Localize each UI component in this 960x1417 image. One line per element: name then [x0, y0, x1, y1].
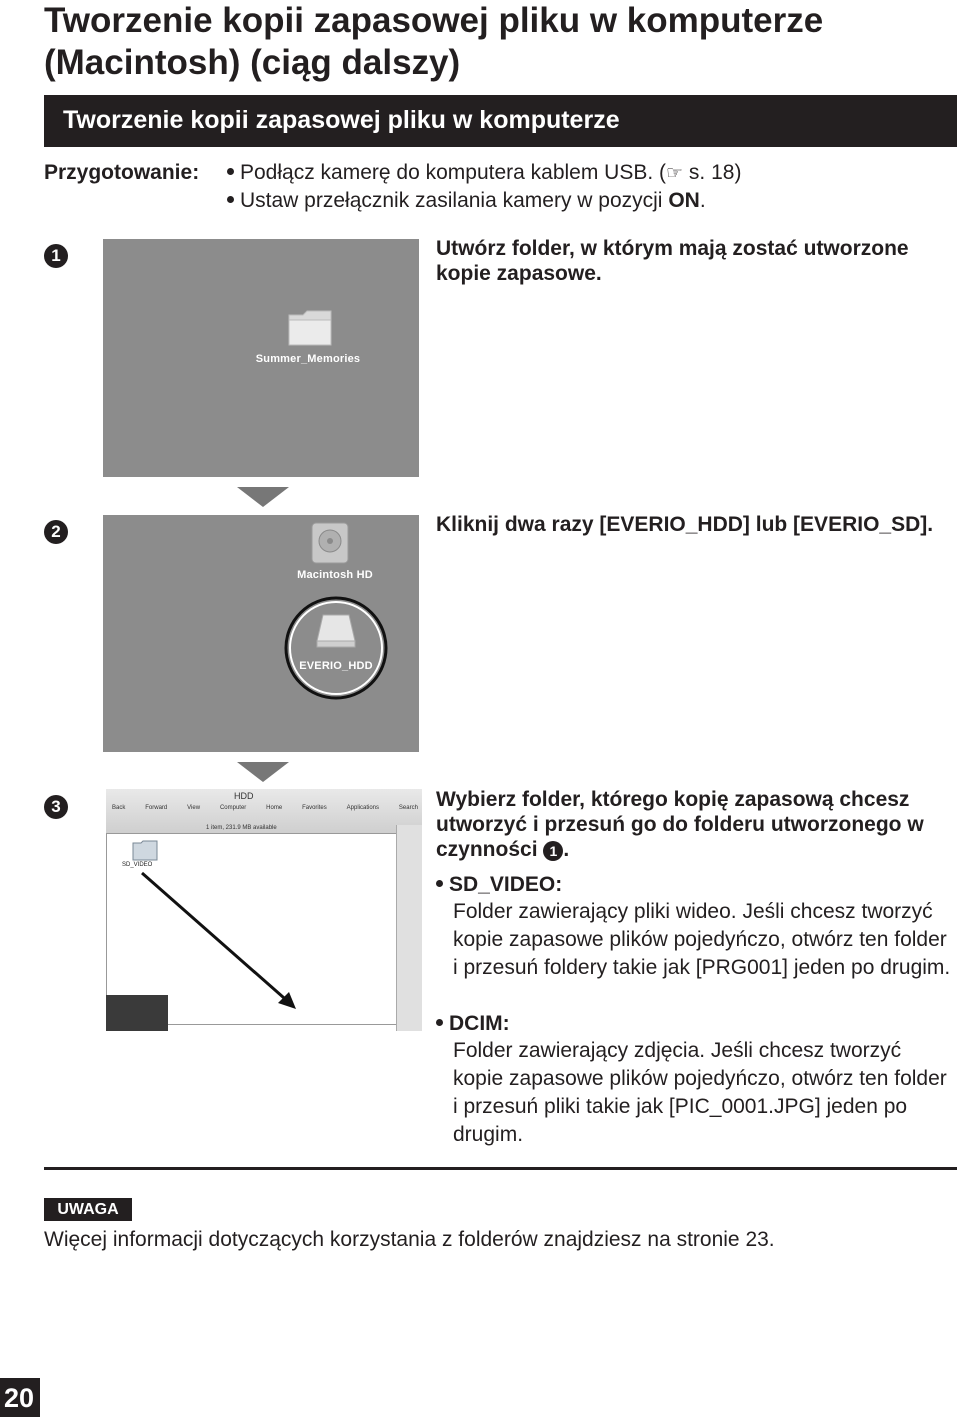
step-number-1: 1 [44, 244, 68, 268]
toolbar-back[interactable]: Back [112, 805, 126, 811]
step-2-text: Kliknij dwa razy [EVERIO_HDD] lub [EVERIO_SD]. [436, 513, 934, 536]
toolbar-computer[interactable]: Computer [219, 805, 247, 811]
note-tag: UWAGA [44, 1198, 132, 1221]
preparation-label: Przygotowanie: [44, 161, 200, 184]
page-number: 20 [4, 1383, 35, 1413]
screenshot-desktop-folder [103, 239, 419, 477]
bullet-sd-video [436, 872, 562, 898]
bullet-sd-video-title: SD_VIDEO: [449, 873, 563, 896]
arrow-down-icon [237, 487, 289, 507]
everio-hdd-label: EVERIO_HDD [299, 660, 373, 672]
bullet-dcim-title: DCIM: [449, 1012, 510, 1035]
bullet-icon [227, 168, 234, 175]
toolbar-home[interactable]: Home [266, 805, 283, 811]
bullet-icon [436, 880, 443, 887]
hard-disk-icon [310, 521, 350, 565]
page-number-box [0, 1378, 40, 1417]
toolbar-search[interactable]: Search [398, 805, 418, 811]
toolbar-favorites[interactable]: Favorites [302, 805, 327, 811]
finder-window-title: HDD [234, 791, 254, 801]
step-3-text [436, 787, 936, 862]
preparation-item-1 [227, 160, 741, 187]
finder-status: 1 item, 231.9 MB available [206, 825, 277, 831]
toolbar-forward[interactable]: Forward [145, 805, 168, 811]
step-1-text: Utwórz folder, w którym mają zostać utworzone kopie zapasowe. [436, 237, 909, 285]
preparation-item-2-text: Ustaw przełącznik zasilania kamery w pozycji [240, 189, 669, 212]
page-reference: s. 18) [688, 161, 742, 184]
sd-video-folder-label: SD_VIDEO [122, 862, 153, 868]
drag-arrow-icon [106, 789, 422, 1031]
bullet-dcim-body: Folder zawierający zdjęcia. Jeśli chcesz tworzyć kopie zapasowe plików pojedyńczo, otwórz ten folder i przesuń pliki takie jak [PIC_0001.JPG] jeden po drugim. [453, 1039, 947, 1146]
folder-label: Summer_Memories [255, 353, 361, 365]
bullet-sd-video-body: Folder zawierający pliki wideo. Jeśli chcesz tworzyć kopie zapasowe plików pojedyńczo, otwórz ten folder i przesuń foldery takie jak [PRG001] jeden po drugim. [453, 900, 951, 979]
step-3-text-main: Wybierz folder, którego kopię zapasową chcesz utworzyć i przesuń go do folderu utworzonego w czynności [436, 788, 924, 861]
on-label: ON [668, 189, 700, 212]
page-title: Tworzenie kopii zapasowej pliku w komputerze (Macintosh) (ciąg dalszy) [44, 1, 824, 82]
arrow-down-icon [237, 762, 289, 782]
screenshot-desktop-disks [103, 515, 419, 752]
folder-icon [287, 307, 333, 347]
pointing-hand-icon: ☞ [666, 163, 684, 184]
step-number-3: 3 [44, 795, 68, 819]
preparation-item-2 [227, 188, 706, 214]
note-text: Więcej informacji dotyczących korzystania z folderów znajdziesz na stronie 23. [44, 1228, 775, 1251]
bullet-dcim [436, 1011, 510, 1037]
toolbar-applications[interactable]: Applications [346, 805, 380, 811]
external-drive-icon[interactable] [315, 613, 357, 649]
section-banner [44, 95, 957, 147]
step-number-2: 2 [44, 520, 68, 544]
punctuation: . [563, 838, 570, 861]
macintosh-hd-label: Macintosh HD [297, 569, 373, 581]
punctuation: . [699, 189, 706, 212]
divider [44, 1167, 957, 1170]
section-banner-text: Tworzenie kopii zapasowej pliku w komputerze [63, 106, 620, 134]
screenshot-finder-window [106, 789, 422, 1031]
preparation-item-1-text: Podłącz kamerę do komputera kablem USB. ( [240, 161, 667, 184]
bullet-icon [436, 1019, 443, 1026]
step-reference-1: 1 [543, 841, 563, 861]
bullet-icon [227, 196, 234, 203]
toolbar-view[interactable]: View [187, 805, 201, 811]
